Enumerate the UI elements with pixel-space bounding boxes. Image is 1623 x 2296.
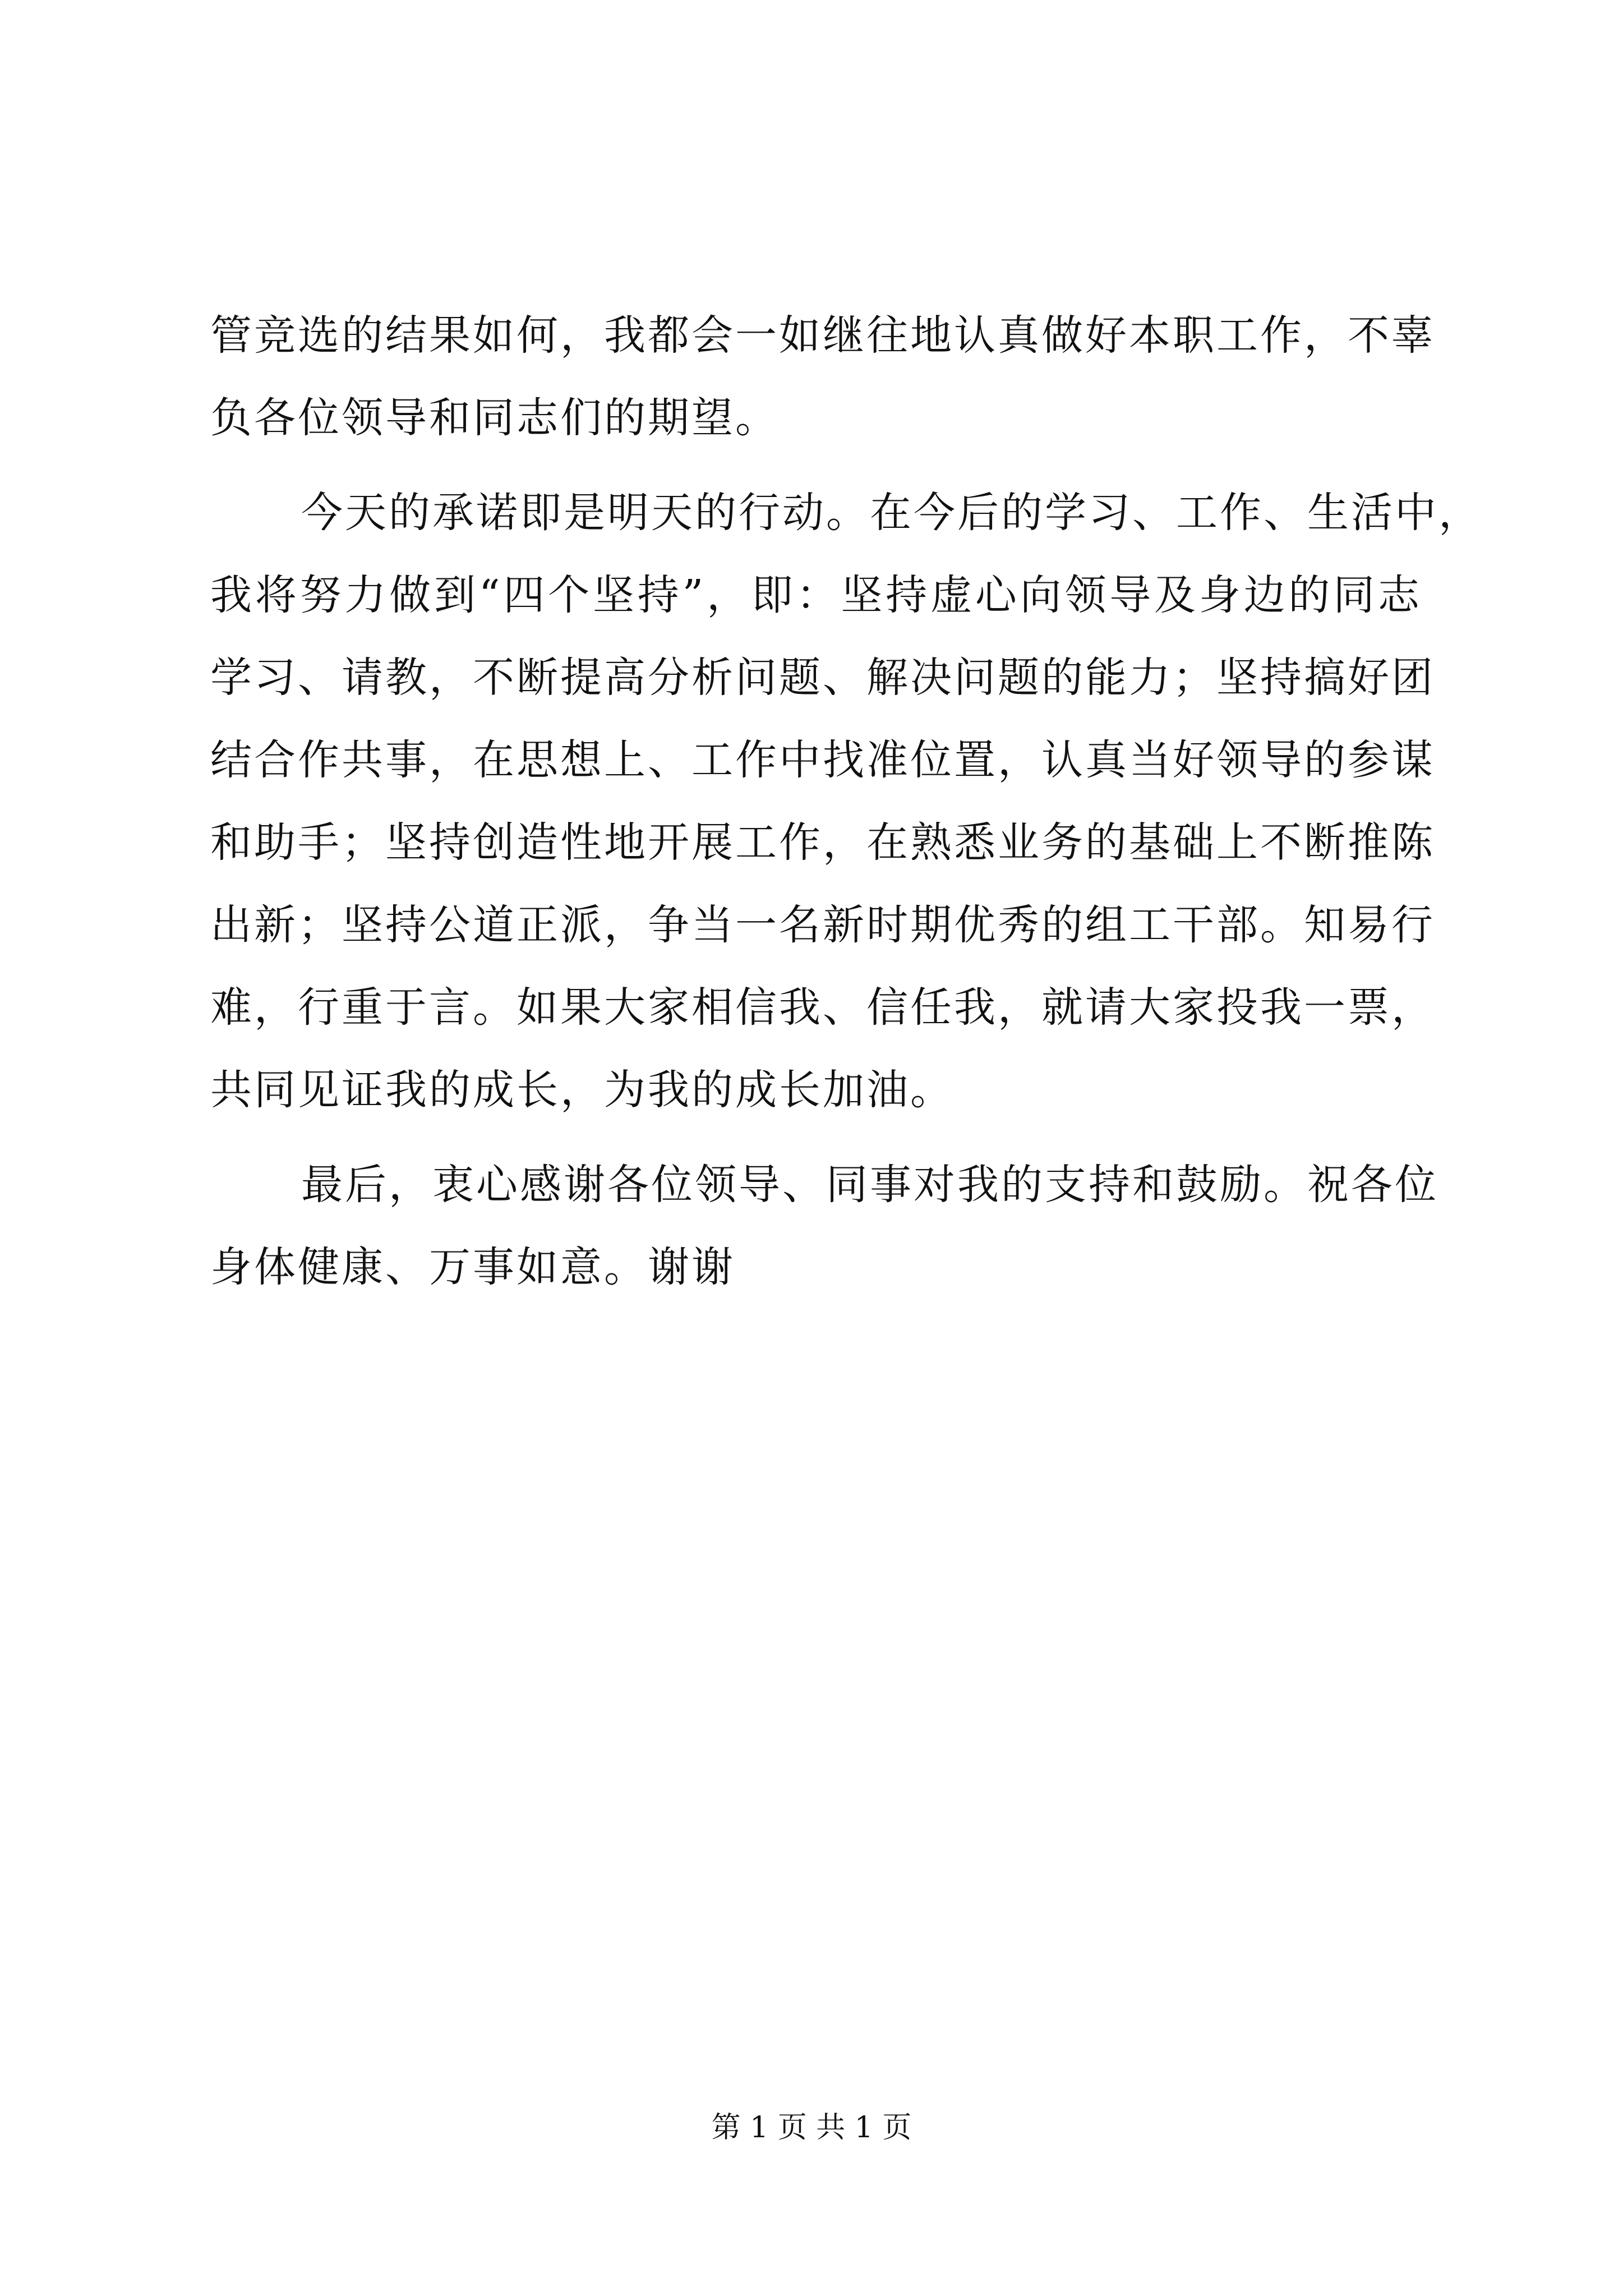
paragraph-line: 出新；坚持公道正派，争当一名新时期优秀的组工干部。知易行 [210,901,1435,949]
paragraph-line: 管竞选的结果如何，我都会一如继往地认真做好本职工作，不辜 [210,311,1435,360]
page-number-footer: 第 1 页 共 1 页 [711,2111,912,2145]
paragraph-line: 学习、请教，不断提高分析问题、解决问题的能力；坚持搞好团 [210,654,1435,702]
paragraph-line: 负各位领导和同志们的期望。 [210,394,779,442]
paragraph-2 [210,472,1482,1131]
paragraph-line: 共同见证我的成长，为我的成长加油。 [210,1066,954,1114]
paragraph-line: 难，行重于言。如果大家相信我、信任我，就请大家投我一票， [210,983,1435,1032]
paragraph-line: 身体健康、万事如意。谢谢 [210,1243,735,1291]
paragraph-3 [210,1144,1438,1309]
paragraph-1 [210,295,1435,459]
paragraph-line: 我将努力做到“四个坚持”，即：坚持虚心向领导及身边的同志 [210,571,1422,619]
paragraph-line: 今天的承诺即是明天的行动。在今后的学习、工作、生活中， [301,489,1482,537]
paragraph-line: 结合作共事，在思想上、工作中找准位置，认真当好领导的参谋 [210,736,1435,784]
paragraph-line: 和助手；坚持创造性地开展工作，在熟悉业务的基础上不断推陈 [210,818,1435,867]
document-body [210,295,1482,1309]
paragraph-line: 最后，衷心感谢各位领导、同事对我的支持和鼓励。祝各位 [301,1161,1438,1209]
